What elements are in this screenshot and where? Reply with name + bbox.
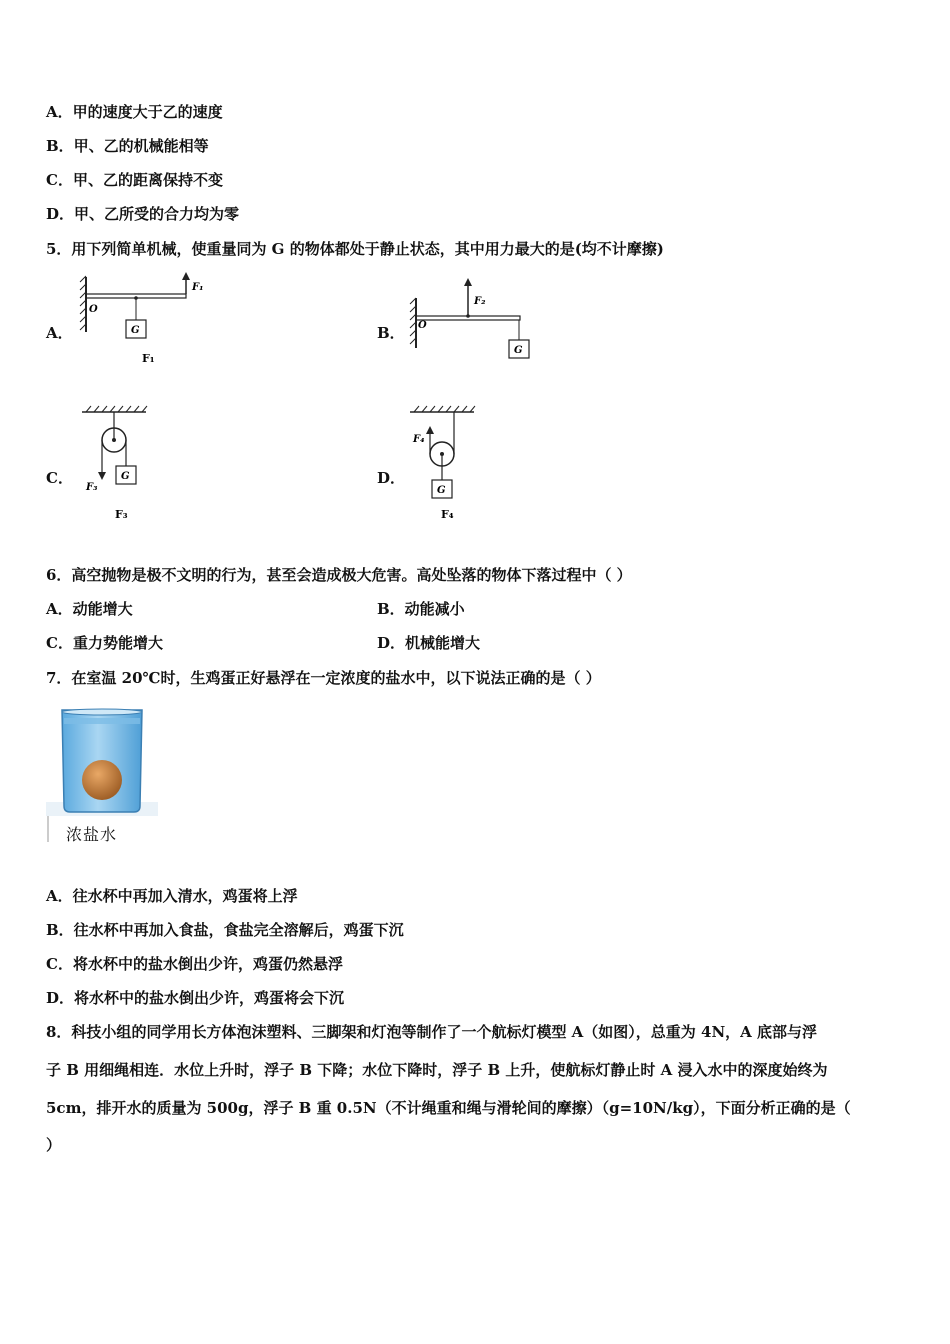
q5b-weight-label: G	[514, 345, 523, 356]
q8-stem-line-3: 5cm，排开水的质量为 500g，浮子 B 重 0.5N（不计绳重和绳与滑轮间的摩擦）（g=10N/kg），下面分析正确的是（	[46, 1099, 851, 1117]
q6-option-c: C．重力势能增大	[46, 634, 163, 652]
q5-option-a-label: A．	[46, 324, 73, 342]
q5d-weight-label: G	[437, 485, 446, 496]
q8-stem-line-1: 8．科技小组的同学用长方体泡沫塑料、三脚架和灯泡等制作了一个航标灯模型 A（如图），总重为 4N，A 底部与浮	[46, 1023, 818, 1041]
q5a-pivot-label: O	[89, 304, 98, 315]
q6-option-d: D．机械能增大	[377, 634, 481, 652]
q5a-weight-label: G	[131, 325, 140, 336]
q5-option-d-label: D．	[377, 469, 406, 487]
q5-figure-d	[408, 404, 488, 524]
q8-stem-line-2: 子 B 用细绳相连．水位上升时，浮子 B 下降；水位下降时，浮子 B 上升，使航标灯静止时 A 浸入水中的深度始终为	[46, 1061, 828, 1079]
q5c-force-label: F₃	[86, 482, 98, 493]
q5b-pivot-label: O	[418, 320, 427, 331]
q7-option-c: C．将水杯中的盐水倒出少许，鸡蛋仍然悬浮	[46, 955, 343, 973]
q5-figure-a	[78, 272, 218, 372]
q5b-force-label: F₂	[474, 296, 486, 307]
q5-option-b-label: B．	[377, 324, 405, 342]
q7-figure-caption: 浓盐水	[66, 825, 118, 844]
q5a-caption: F₁	[142, 352, 155, 365]
q5c-caption: F₃	[115, 508, 128, 521]
q5-figure-b	[406, 274, 546, 364]
q6-option-a: A．动能增大	[46, 600, 133, 618]
q8-stem-line-4: ）	[46, 1136, 62, 1154]
q7-option-d: D．将水杯中的盐水倒出少许，鸡蛋将会下沉	[46, 989, 345, 1007]
q5-figure-c	[78, 404, 168, 524]
q4-option-d: D．甲、乙所受的合力均为零	[46, 205, 240, 223]
q6-stem: 6．高空抛物是极不文明的行为，甚至会造成极大危害。高处坠落的物体下落过程中（ ）	[46, 566, 632, 584]
q5d-force-label: F₄	[413, 434, 425, 445]
q5-stem: 5．用下列简单机械，使重量同为 G 的物体都处于静止状态，其中用力最大的是(均不计摩擦)	[46, 240, 664, 258]
q7-option-a: A．往水杯中再加入清水，鸡蛋将上浮	[46, 887, 298, 905]
q5d-caption: F₄	[441, 508, 454, 521]
q4-option-a: A．甲的速度大于乙的速度	[46, 103, 223, 121]
q5-option-c-label: C．	[46, 469, 73, 487]
q4-option-c: C．甲、乙的距离保持不变	[46, 171, 223, 189]
q6-option-b: B．动能减小	[377, 600, 465, 618]
q5a-force-label: F₁	[192, 282, 204, 293]
q5c-weight-label: G	[121, 471, 130, 482]
q4-option-b: B．甲、乙的机械能相等	[46, 137, 209, 155]
q7-stem: 7．在室温 20℃时，生鸡蛋正好悬浮在一定浓度的盐水中，以下说法正确的是（ ）	[46, 669, 601, 687]
q7-option-b: B．往水杯中再加入食盐，食盐完全溶解后，鸡蛋下沉	[46, 921, 404, 939]
